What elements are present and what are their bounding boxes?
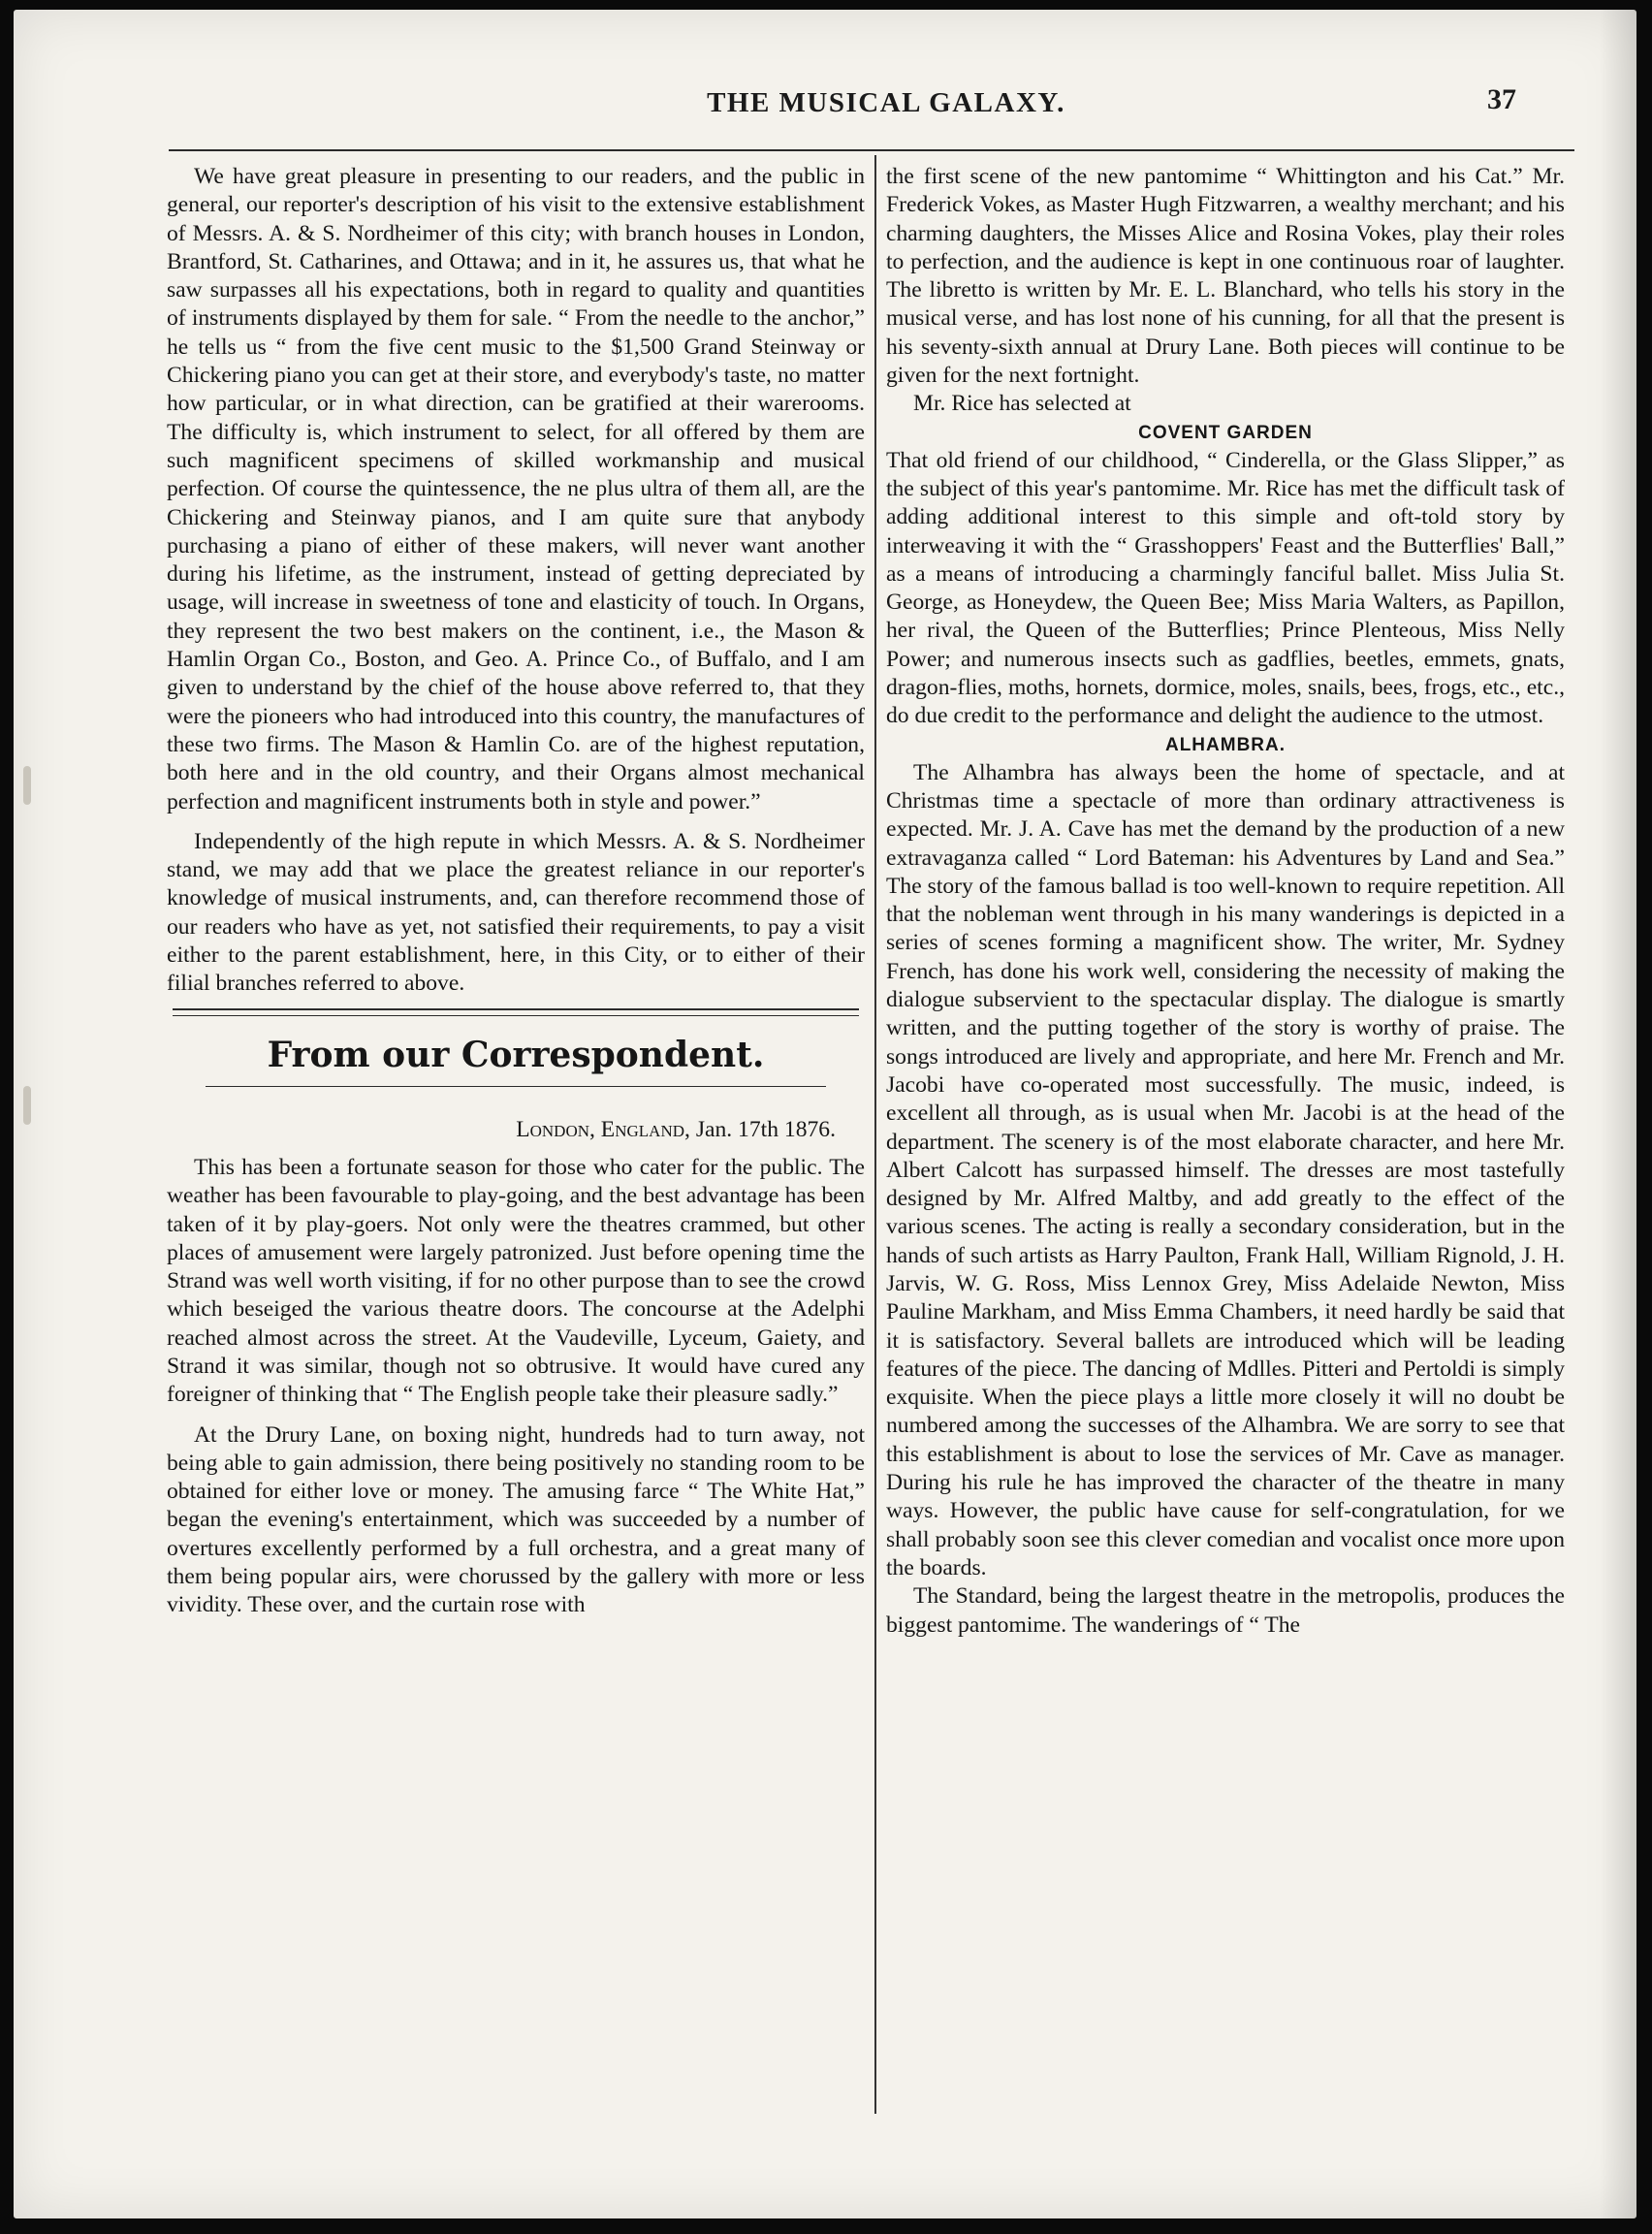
section-title: From our Correspondent. <box>267 1034 765 1075</box>
page-number: 37 <box>1487 83 1516 115</box>
nordheimer-paragraph: We have great pleasure in presenting to our readers, and the public in general, our reporter's description of his visit to the extensive establishment of Messrs. A. & S. Nordheimer of this city; with branch houses in London, Brantford, St. Catharines, and Ottawa; and in it, he assures us, that what he saw surpasses all his expectations, both in regard to quality and quantities of instruments displayed by them for sale. “ From the needle to the anchor,” he tells us “ from the five cent music to the $1,500 Grand Steinway or Chickering piano you can get at their store, and everybody's taste, no matter how particular, or in what direction, can be gratified at their warerooms. The difficulty is, which instrument to select, for all offered by them are such magnificent specimens of skilled workmanship and musical perfection. Of course the quintessence, the ne plus ultra of them all, are the Chickering and Steinway pianos, and I am quite sure that anybody purchasing a piano of either of these makers, will never want another during his lifetime, as the instrument, instead of getting depreciated by usage, will increase in sweetness of tone and elasticity of touch. In Organs, they represent the two best makers on the continent, i.e., the Mason & Hamlin Organ Co., Boston, and Geo. A. Prince Co., of Buffalo, and I am given to understand by the chief of the house above referred to, that they were the pioneers who had introduced into this country, the manufactures of these two firms. The Mason & Hamlin Co. are of the highest reputation, both here and in the old country, and their Organs almost mechanical perfection and magnificent instruments both in style and power.” <box>167 164 865 814</box>
page-edge-shadow <box>1600 10 1636 2218</box>
section-divider <box>173 1008 859 1016</box>
standard-paragraph: The Standard, being the largest theatre in the metropolis, produces the biggest pantomime. The wanderings of “ The <box>886 1583 1565 1638</box>
rice-line: Mr. Rice has selected at <box>913 391 1131 417</box>
running-header-title: THE MUSICAL GALAXY. <box>707 87 1065 118</box>
title-rule <box>206 1086 826 1087</box>
magazine-page <box>14 10 1636 2218</box>
dateline <box>167 1116 865 1144</box>
alhambra-heading: ALHAMBRA. <box>1164 734 1287 755</box>
column-divider <box>874 155 876 2114</box>
header-rule <box>169 149 1574 151</box>
nordheimer-paragraph: Independently of the high repute in which Messrs. A. & S. Nordheimer stand, we may add that we place the greatest reliance in our reporter's knowledge of musical instruments, and, can therefore recommend those of our readers who have as yet, not satisfied their requirements, to pay a visit either to the parent establishment, here, in this City, or to either of their filial branches referred to above. <box>167 828 865 997</box>
correspondent-paragraph: At the Drury Lane, on boxing night, hundreds had to turn away, not being able to gain admission, there being positively no standing room to be obtained for either love or money. The amusing farce “ The White Hat,” began the evening's entertainment, which was succeeded by a number of overtures excellently performed by a full orchestra, and a great many of them being popular airs, were chorussed by the gallery with more or less vividity. These over, and the curtain rose with <box>167 1421 865 1618</box>
covent-garden-heading: COVENT GARDEN <box>1138 422 1313 443</box>
correspondent-paragraph: This has been a fortunate season for those who cater for the public. The weather has been favourable to play-going, and the best advantage has been taken of it by play-goers. Not only were the theatres crammed, but other places of amusement were largely patronized. Just before opening time the Strand was well worth visiting, if for no other purpose than to see the crowd which beseiged the various theatre doors. The concourse at the Adelphi reached almost across the street. At the Vaudeville, Lyceum, Gaiety, and Strand it was similar, though not so obtrusive. It would have cured any foreigner of thinking that “ The English people take their pleasure sadly.” <box>167 1154 865 1408</box>
binding-mark <box>23 766 31 805</box>
dateline-date: Jan. 17th 1876. <box>695 1116 836 1142</box>
drury-lane-continuation: the first scene of the new pantomime “ Whittington and his Cat.” Mr. Frederick Vokes, as Master Hugh Fitzwarren, a wealthy merchant; and his charming daughters, the Misses Alice and Rosina Vokes, play their roles to perfection, and the audience is kept in one continuous roar of laughter. The libretto is written by Mr. E. L. Blanchard, who tells his story in the musical verse, and has lost none of his cunning, for all that the present is his seventy-sixth annual at Drury Lane. Both pieces will continue to be given for the next fortnight. <box>886 164 1565 389</box>
binding-mark <box>23 1086 31 1125</box>
alhambra-paragraph: The Alhambra has always been the home of spectacle, and at Christmas time a spectacle of more than ordinary attractiveness is expected. Mr. J. A. Cave has met the demand by the production of a new extravaganza called “ Lord Bateman: his Adventures by Land and Sea.” The story of the famous ballad is too well-known to require repetition. All that the nobleman went through in his many wanderings is depicted in a series of scenes forming a magnificent show. The writer, Mr. Sydney French, has done his work well, considering the necessity of making the dialogue subservient to the spectacular display. The dialogue is smartly written, and the putting together of the story is worthy of praise. The songs introduced are lively and appropriate, and here Mr. French and Mr. Jacobi have co-operated most successfully. The music, indeed, is excellent all through, as is usual when Mr. Jacobi is at the head of the department. The scenery is of the most elaborate character, and here Mr. Albert Calcott has surpassed himself. The dresses are most tastefully designed by Mr. Alfred Maltby, and add greatly to the effect of the various scenes. The acting is really a secondary consideration, but in the hands of such artists as Harry Paulton, Frank Hall, William Rignold, J. H. Jarvis, W. G. Ross, Miss Lennox Grey, Miss Adelaide Newton, Miss Pauline Markham, and Miss Emma Chambers, it need hardly be said that it is satisfactory. Several ballets are introduced which will be leading features of the piece. The dancing of Mdlles. Pitteri and Pertoldi is simply exquisite. When the piece plays a little more closely it will no doubt be numbered among the successes of the Alhambra. We are sorry to see that this establishment is about to lose the services of Mr. Cave as manager. During his rule he has improved the character of the theatre in many ways. However, the public have cause for self-congratulation, for we shall probably soon see this clever comedian and vocalist once more upon the boards. <box>886 759 1565 1580</box>
right-column <box>886 163 1565 1640</box>
left-column <box>167 163 865 1620</box>
dateline-place: London, England, <box>516 1116 690 1142</box>
covent-garden-paragraph: That old friend of our childhood, “ Cinderella, or the Glass Slipper,” as the subject of this year's pantomime. Mr. Rice has met the difficult task of adding additional interest to this simple and oft-told story by interweaving it with the “ Grasshoppers' Feast and the Butterflies' Ball,” as a means of introducing a charmingly fanciful ballet. Miss Julia St. George, as Honeydew, the Queen Bee; Miss Maria Walters, as Papillon, her rival, the Queen of the Butterflies; Prince Plenteous, Miss Nelly Power; and numerous insects such as gadflies, beetles, emmets, gnats, dragon-flies, moths, hornets, dormice, moles, snails, bees, frogs, etc., etc., do due credit to the performance and delight the audience to the utmost. <box>886 447 1565 729</box>
